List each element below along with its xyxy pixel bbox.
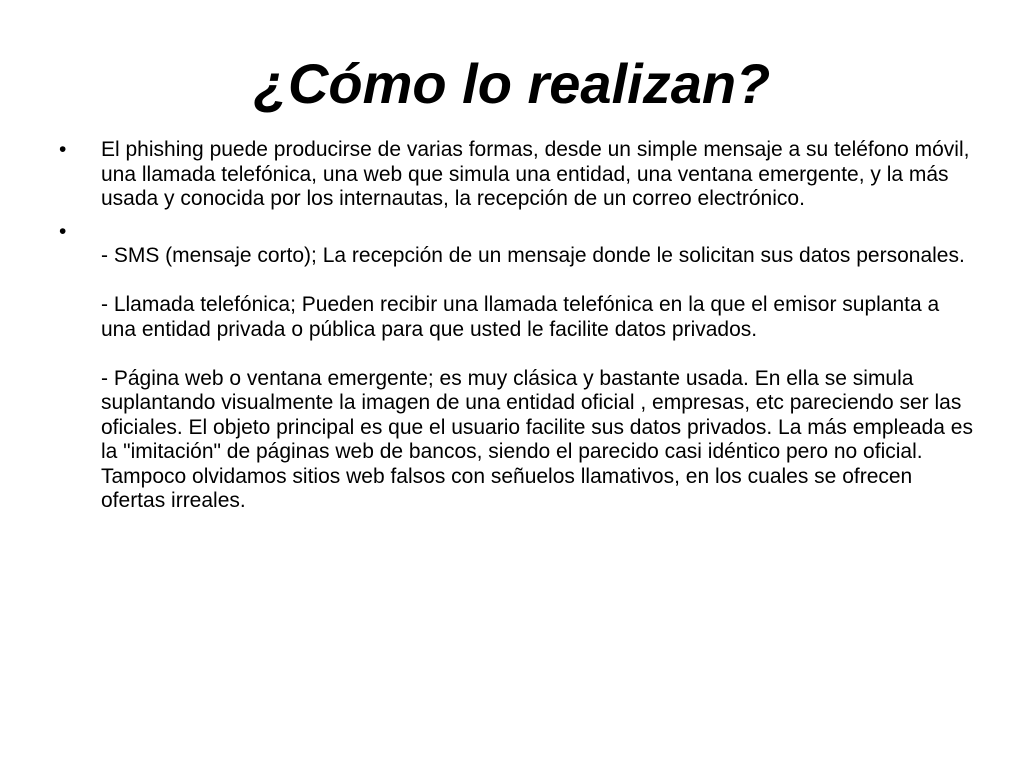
bullet-item [57, 138, 977, 212]
paragraph-phone-call: - Llamada telefónica; Pueden recibir una llamada telefónica en la que el emisor suplanta a una entidad privada o pública para que usted le facilite datos privados. [101, 293, 940, 341]
blank-line [101, 220, 977, 245]
blank-line [101, 342, 977, 367]
bullet-marker: • [59, 219, 67, 243]
paragraph-sms: - SMS (mensaje corto); La recepción de un mensaje donde le solicitan sus datos personales. [101, 244, 965, 267]
bullet-text-methods [101, 220, 977, 514]
blank-line [101, 269, 977, 294]
bullet-item [57, 220, 977, 514]
bullet-list [57, 138, 977, 522]
slide-title: ¿Cómo lo realizan? [253, 52, 771, 115]
bullet-marker: • [59, 138, 67, 161]
paragraph-web-page: - Página web o ventana emergente; es muy clásica y bastante usada. En ella se simula suplantando visualmente la imagen de una entidad oficial , empresas, etc pareciendo ser las oficiales. El objeto principal es que el usuario facilite sus datos privados. La más empleada es la "imitación" de páginas web de bancos, siendo el parecido casi idéntico pero no oficial. Tampoco olvidamos sitios web falsos con señuelos llamativos, en los cuales se ofrecen ofertas irreales. [101, 366, 973, 512]
bullet-text-intro: El phishing puede producirse de varias formas, desde un simple mensaje a su teléfono móvil, una llamada telefónica, una web que simula una entidad, una ventana emergente, y la más usada y conocida por los internautas, la recepción de un correo electrónico. [101, 138, 970, 210]
